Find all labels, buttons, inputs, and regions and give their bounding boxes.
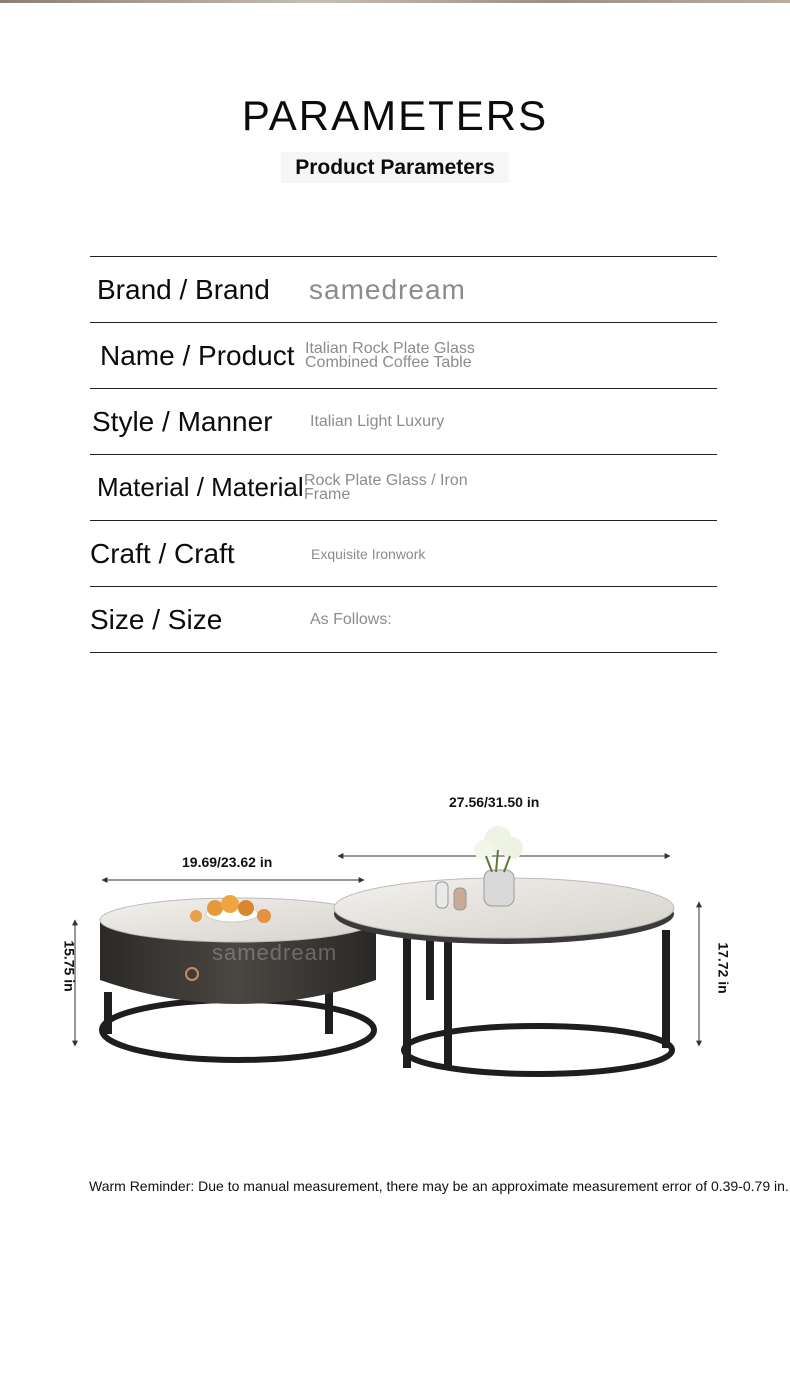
warm-reminder: Warm Reminder: Due to manual measurement, there may be an approximate measurement error of 0.39-0.79 in. (89, 1178, 789, 1194)
small-width-label: 19.69/23.62 in (182, 854, 273, 870)
large-height-label: 17.72 in (715, 942, 732, 994)
param-label: Brand / Brand (97, 273, 270, 305)
param-label: Style / Manner (92, 405, 273, 437)
param-row-size (90, 587, 717, 653)
param-value: Rock Plate Glass / Iron Frame (304, 471, 468, 503)
param-label: Material / Material (97, 472, 304, 502)
param-value: Italian Light Luxury (310, 412, 445, 430)
large-width-label: 27.56/31.50 in (449, 794, 540, 810)
watermark-text: samedream (212, 940, 338, 965)
vase (484, 870, 514, 906)
param-value: Italian Rock Plate Glass Combined Coffee Table (305, 339, 475, 371)
subtitle-text: Product Parameters (281, 152, 509, 183)
param-value: As Follows: (310, 610, 392, 628)
dimension-diagram (0, 780, 790, 1100)
small-table-base-ring (102, 1000, 374, 1060)
param-label: Name / Product (100, 339, 295, 371)
page-title: PARAMETERS (241, 92, 549, 139)
param-value: Exquisite Ironwork (311, 545, 426, 562)
small-height-label: 15.75 in (61, 940, 78, 992)
param-row-brand (90, 257, 717, 323)
parameters-table (90, 256, 717, 653)
param-row-name (90, 323, 717, 389)
coffee-table-illustration (0, 780, 790, 1100)
param-label: Craft / Craft (90, 537, 235, 569)
param-value: samedream (309, 273, 466, 305)
param-row-material (90, 455, 717, 521)
param-label: Size / Size (90, 603, 223, 635)
param-row-style (90, 389, 717, 455)
top-image-strip (0, 0, 790, 3)
page-subtitle (0, 156, 790, 180)
param-row-craft (90, 521, 717, 587)
